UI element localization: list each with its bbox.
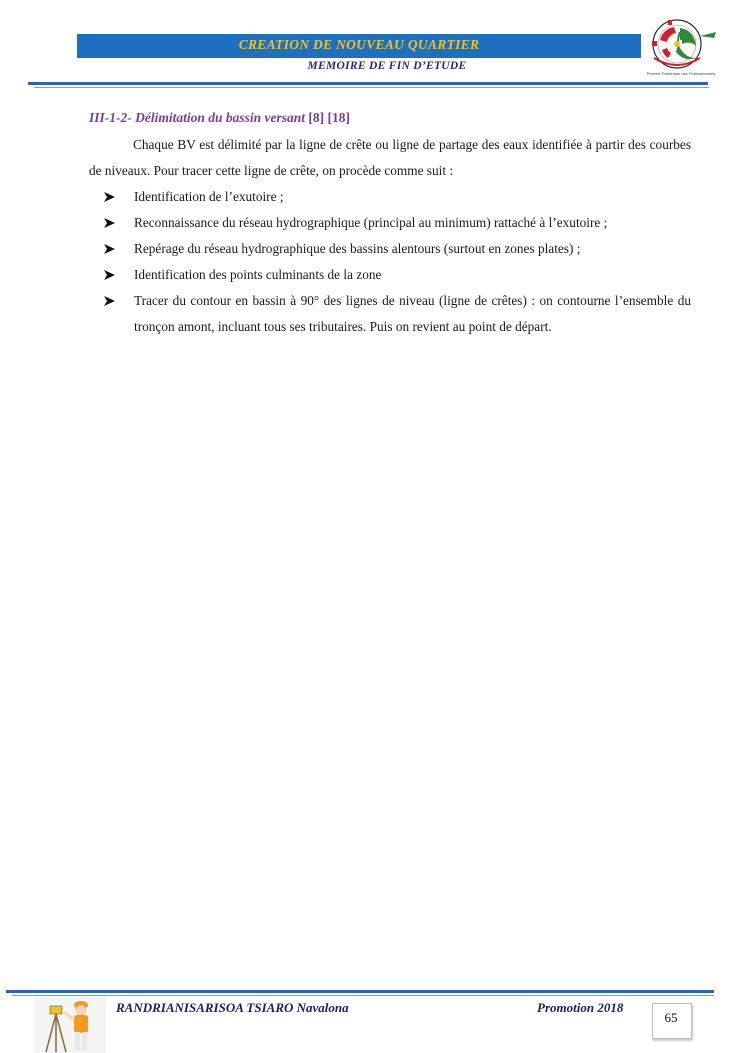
list-item — [89, 262, 691, 288]
surveyor-with-tripod-icon — [34, 996, 106, 1053]
list-item — [89, 288, 691, 340]
list-item-text: Repérage du réseau hydrographique des bassins alentours (surtout en zones plates) ; — [134, 241, 581, 256]
section-title: III-1-2- Délimitation du bassin versant — [89, 110, 306, 125]
page-number: 65 — [664, 1010, 678, 1025]
procedure-list — [89, 184, 691, 340]
header-title: CREATION DE NOUVEAU QUARTIER — [238, 37, 480, 52]
intro-paragraph: Chaque BV est délimité par la ligne de crête ou ligne de partage des eaux identifiée à partir des courbes de niveaux. Pour tracer cette ligne de crête, on procède comme suit : — [89, 137, 691, 178]
list-item — [89, 236, 691, 262]
footer-promotion: Promotion 2018 — [537, 1000, 624, 1015]
list-item-text: Reconnaissance du réseau hydrographique (principal au minimum) rattaché à l’exutoire ; — [134, 215, 608, 230]
body-content — [89, 132, 691, 340]
footer-divider — [6, 990, 714, 993]
header-divider-thin — [34, 87, 709, 88]
header-divider — [28, 82, 708, 85]
list-item-text: Identification des points culminants de la zone — [134, 267, 382, 282]
list-item-text: Identification de l’exutoire ; — [134, 189, 284, 204]
list-item — [89, 184, 691, 210]
list-item — [89, 210, 691, 236]
logo-caption: Premier Partenaire des Professionnels — [646, 71, 716, 76]
footer-divider-thin — [12, 995, 714, 996]
header-subtitle: MEMOIRE DE FIN D’ETUDE — [307, 60, 467, 72]
section-references: [8] [18] — [305, 110, 351, 125]
list-item-text: Tracer du contour en bassin à 90° des lignes de niveau (ligne de crêtes) : on contourne l’ensemble du tronçon amont, incluant tous ses tributaires. Puis on revient au point de départ. — [134, 293, 691, 334]
footer-author: RANDRIANISARISOA TSIARO Navalona — [116, 1000, 349, 1015]
section-heading — [89, 110, 350, 126]
